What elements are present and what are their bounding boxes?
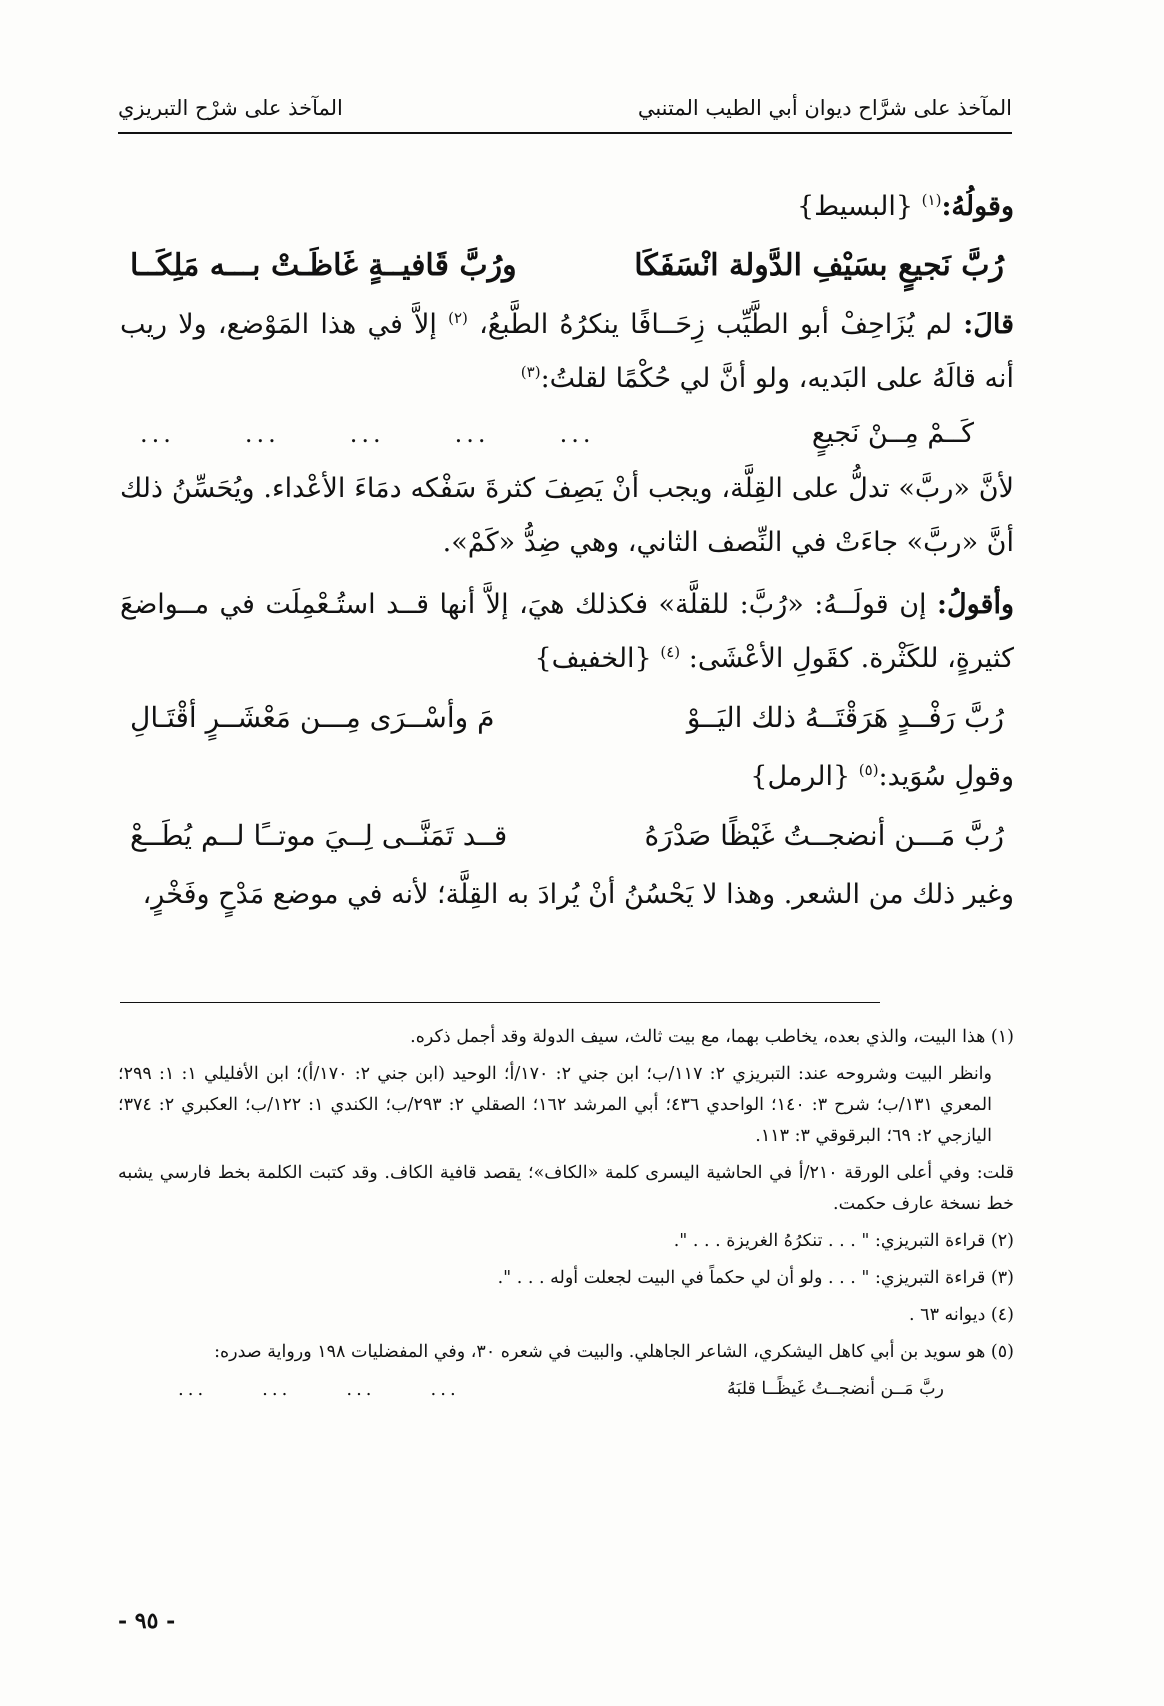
paragraph-suwayd	[120, 750, 1014, 804]
paragraph-aqulu	[120, 578, 1014, 686]
footnote-ref-4: (٤)	[660, 643, 681, 661]
intro-label: وقولُهُ:	[941, 191, 1014, 222]
header-book-title: المآخذ على شرَّاح ديوان أبي الطيب المتنبي	[637, 96, 1012, 120]
footnote-1-note: قلت: وفي أعلى الورقة ٢١٠/أ في الحاشية اليسرى كلمة «الكاف»؛ يقصد قافية الكاف. وقد كتبت الكلمة بخط فارسي يشبه خط نسخة عارف حكمت.	[118, 1163, 1014, 1214]
verse-4	[120, 804, 1014, 868]
verse-4-first-hemistich: رُبَّ مَـــن أنضجــتُ غَيْظًا صَدْرَهُ	[644, 819, 1004, 852]
suwayd-text: وقولِ سُوَيد:	[878, 761, 1014, 792]
meter-label: {الخفيف}	[534, 643, 652, 674]
verse-3	[120, 686, 1014, 750]
ellipsis: ...	[454, 420, 490, 448]
verse-1-second-hemistich: ورُبَّ قَافيــةٍ غَاظَـتْ بـــه مَلِكَــا	[130, 248, 517, 283]
footnote-3: (٣) قراءة التبريزي: " . . . ولو أن لي حكماً في البيت لجعلت أوله . . . ".	[497, 1268, 1014, 1288]
meter-label: {البسيط}	[796, 191, 914, 222]
footnote-5-verse	[118, 1374, 1014, 1405]
ellipsis: ...	[262, 1379, 292, 1400]
footnote-ref-3: (٣)	[520, 363, 541, 381]
footnote-1-sources: وانظر البيت وشروحه عند: التبريزي ٢: ١١٧/ب؛ ابن جني ٢: ١٧٠/أ؛ الوحيد (ابن جني ٢: ١٧٠/أ)؛ ابن الأفليلي ١: ١: ٢٩٩؛ المعري ١٣١/ب؛ شرح ٣: ١٤٠؛ الواحدي ٤٣٦؛ أبي المرشد ١٦٢؛ الصقلي ٢: ٢٩٣/ب؛ الكندي ١: ١٢٢/ب؛ العكبري ٢: ٣٧٤؛ اليازجي ٢: ٦٩؛ البرقوقي ٣: ١١٣.	[118, 1064, 992, 1146]
verse-1-first-hemistich: رُبَّ نَجيعٍ بسَيْفِ الدَّولة انْسَفَكَا	[634, 248, 1004, 283]
footnote-ref-1: (١)	[921, 191, 942, 209]
footnote-1: (١) هذا البيت، والذي بعده، يخاطب بهما، مع بيت ثالث، سيف الدولة وقد أجمل ذكره.	[410, 1027, 1014, 1047]
ellipsis: ...	[140, 420, 175, 448]
footnote-ref-2: (٢)	[448, 309, 468, 327]
verse-2-text: كَــمْ مِــنْ نَجيعٍ	[811, 418, 974, 449]
footnote-separator	[120, 1002, 880, 1003]
intro-line	[120, 180, 1014, 234]
footnote-ref-5: (٥)	[858, 761, 879, 779]
ellipsis: ...	[349, 420, 385, 448]
footnote-5-ellipsis	[178, 1374, 460, 1405]
running-header	[118, 84, 1012, 134]
footnote-5-verse-text: ربَّ مَــن أنضجــتُ غَيظًــا قلبَهُ	[727, 1379, 944, 1399]
paragraph-qala	[120, 298, 1014, 406]
meter-label: {الرمل}	[750, 761, 851, 792]
footnote-2: (٢) قراءة التبريزي: " . . . تنكرُهُ الغريزة . . . ".	[673, 1231, 1014, 1251]
qala-text-a: لم يُزَاحِفْ أبو الطَّيِّب زِحَــافًا ينكرُهُ الطَّبعُ،	[479, 309, 953, 340]
paragraph-closing: وغير ذلك من الشعر. وهذا لا يَحْسُنُ أنْ يُرادَ به القِلَّة؛ لأنه في موضع مَدْحٍ وفَخْرٍ،	[142, 879, 1014, 910]
ellipsis: ...	[346, 1379, 376, 1400]
page-number: - ٩٥ -	[118, 1608, 176, 1634]
main-text	[120, 180, 1014, 922]
ellipsis: ...	[430, 1379, 460, 1400]
ellipsis: ...	[178, 1379, 208, 1400]
footnotes	[118, 1022, 1014, 1405]
qala-label: قالَ:	[963, 309, 1014, 340]
footnote-5: (٥) هو سويد بن أبي كاهل اليشكري، الشاعر الجاهلي. والبيت في شعره ٣٠، وفي المفضليات ١٩٨ ورواية صدره:	[214, 1342, 1014, 1362]
verse-2	[120, 406, 1014, 462]
ellipsis: ...	[559, 420, 595, 448]
paragraph-because: لأنَّ «ربَّ» تدلُّ على القِلَّة، ويجب أنْ يَصِفَ كثرةَ سَفْكه دمَاءَ الأعْداء. ويُحَسِّنُ ذلك أنَّ «ربَّ» جاءَتْ في النِّصف الثاني، وهي ضِدُّ «كَمْ».	[120, 473, 1014, 558]
aqulu-label: وأقولُ:	[937, 589, 1014, 620]
verse-4-second-hemistich: قــد تَمَنَّــى لِــيَ موتــًا لــم يُطَــعْ	[130, 819, 508, 852]
qala-text-b: إلاَّ في هذا المَوْضع، ولا ريب أنه قالَهُ على البَديه، ولو أنَّ لي حُكْمًا لقلتُ:	[120, 309, 1014, 394]
header-section-title: المآخذ على شرْح التبريزي	[118, 96, 343, 120]
footnote-4: (٤) ديوانه ٦٣ .	[909, 1305, 1014, 1325]
ellipsis: ...	[244, 420, 280, 448]
verse-2-ellipsis	[140, 407, 594, 461]
verse-3-second-hemistich: مَ وأسْــرَى مِـــن مَعْشَــرٍ أقْتَـالِ	[130, 701, 495, 734]
aqulu-text: إن قولَــهُ: «رُبَّ: للقلَّة» فكذلك هيَ، إلاَّ أنها قــد استُـعْمِلَت في مــواضعَ كثيرةٍ، للكَثْرة. كقَولِ الأعْشَى:	[120, 589, 1014, 674]
verse-1	[120, 234, 1014, 298]
verse-3-first-hemistich: رُبَّ رَفْــدٍ هَرَقْتَــهُ ذلك اليَــوْ	[686, 701, 1004, 734]
